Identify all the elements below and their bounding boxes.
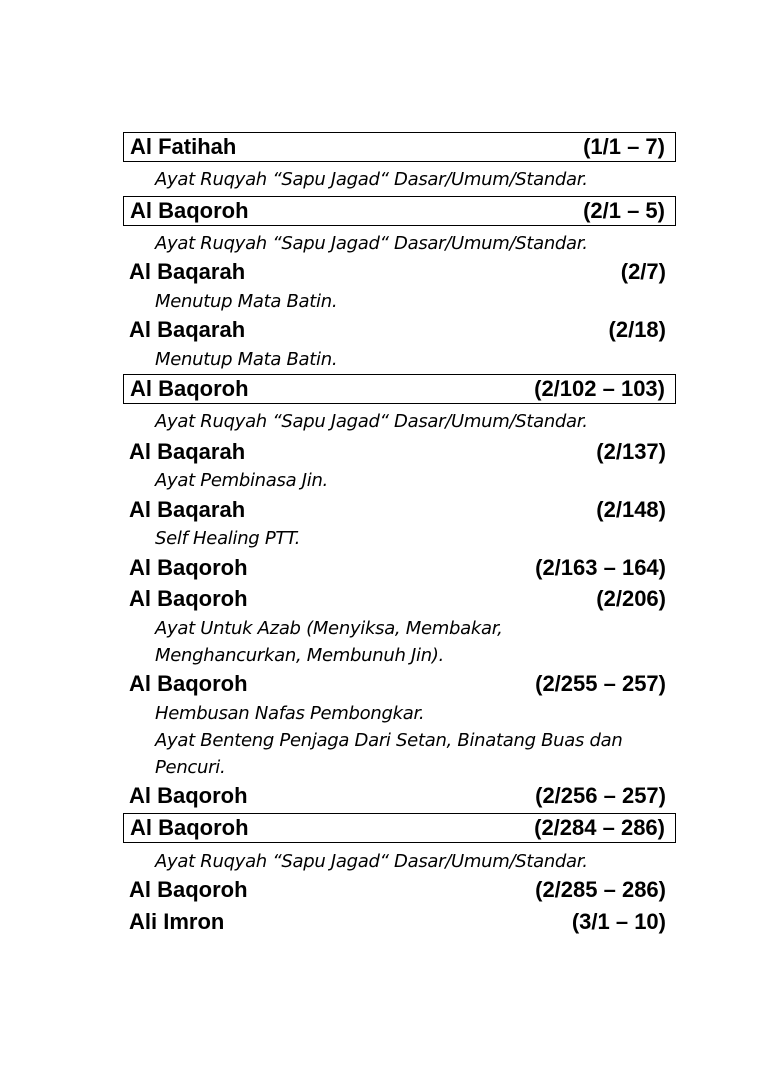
verse-ref: (2/284 – 286) <box>534 815 665 840</box>
entry-note: Ayat Ruqyah “Sapu Jagad“ Dasar/Umum/Standar. <box>155 851 588 872</box>
entry-al-fatihah <box>123 132 676 162</box>
entry-note: Hembusan Nafas Pembongkar. <box>155 703 425 724</box>
entry-note: Self Healing PTT. <box>155 528 301 549</box>
verse-ref: (2/137) <box>596 439 666 464</box>
verse-ref: (2/255 – 257) <box>535 671 666 696</box>
entry-note-line: Pencuri. <box>155 757 226 778</box>
entry-note: Ayat Ruqyah “Sapu Jagad“ Dasar/Umum/Standar. <box>155 233 588 254</box>
verse-ref: (2/256 – 257) <box>535 783 666 808</box>
entry-note-line: Menghancurkan, Membunuh Jin). <box>155 645 444 666</box>
entry-al-baqarah <box>123 437 676 467</box>
entry-al-baqoroh <box>123 196 676 226</box>
surah-name: Al Baqarah <box>129 497 246 522</box>
entry-al-baqoroh <box>123 875 676 905</box>
verse-ref: (2/102 – 103) <box>534 376 665 401</box>
surah-name: Al Baqoroh <box>129 671 248 696</box>
entry-note: Ayat Ruqyah “Sapu Jagad“ Dasar/Umum/Standar. <box>155 411 588 432</box>
surah-name: Al Baqoroh <box>130 815 249 840</box>
entry-note: Ayat Ruqyah “Sapu Jagad“ Dasar/Umum/Standar. <box>155 169 588 190</box>
surah-name: Al Baqoroh <box>129 555 248 580</box>
surah-name: Al Baqarah <box>129 259 246 284</box>
verse-ref: (1/1 – 7) <box>583 134 665 159</box>
entry-note: Ayat Pembinasa Jin. <box>155 470 328 491</box>
verse-ref: (2/18) <box>608 317 666 342</box>
surah-name: Al Baqoroh <box>130 376 249 401</box>
verse-ref: (2/163 – 164) <box>535 555 666 580</box>
entry-al-baqoroh <box>123 813 676 843</box>
surah-name: Ali Imron <box>129 909 225 934</box>
entry-al-baqarah <box>123 495 676 525</box>
verse-ref: (2/7) <box>620 259 666 284</box>
surah-name: Al Baqoroh <box>129 877 248 902</box>
verse-ref: (2/148) <box>596 497 666 522</box>
verse-ref: (2/285 – 286) <box>535 877 666 902</box>
surah-name: Al Baqoroh <box>130 198 249 223</box>
surah-name: Al Fatihah <box>130 134 237 159</box>
entry-al-baqarah <box>123 257 676 287</box>
surah-name: Al Baqarah <box>129 317 246 342</box>
entry-note: Menutup Mata Batin. <box>155 291 338 312</box>
surah-name: Al Baqarah <box>129 439 246 464</box>
entry-note-line: Ayat Benteng Penjaga Dari Setan, Binatang Buas dan <box>155 730 623 751</box>
entry-al-baqoroh <box>123 669 676 699</box>
entry-al-baqarah <box>123 315 676 345</box>
entry-al-baqoroh <box>123 374 676 404</box>
entry-al-baqoroh <box>123 781 676 811</box>
surah-name: Al Baqoroh <box>129 783 248 808</box>
entry-al-baqoroh <box>123 584 676 614</box>
entry-ali-imron <box>123 907 676 937</box>
entry-note-line: Ayat Untuk Azab (Menyiksa, Membakar, <box>155 618 503 639</box>
verse-ref: (3/1 – 10) <box>571 909 666 934</box>
verse-ref: (2/1 – 5) <box>583 198 665 223</box>
entry-note: Menutup Mata Batin. <box>155 349 338 370</box>
surah-name: Al Baqoroh <box>129 586 248 611</box>
entry-al-baqoroh <box>123 553 676 583</box>
verse-ref: (2/206) <box>596 586 666 611</box>
